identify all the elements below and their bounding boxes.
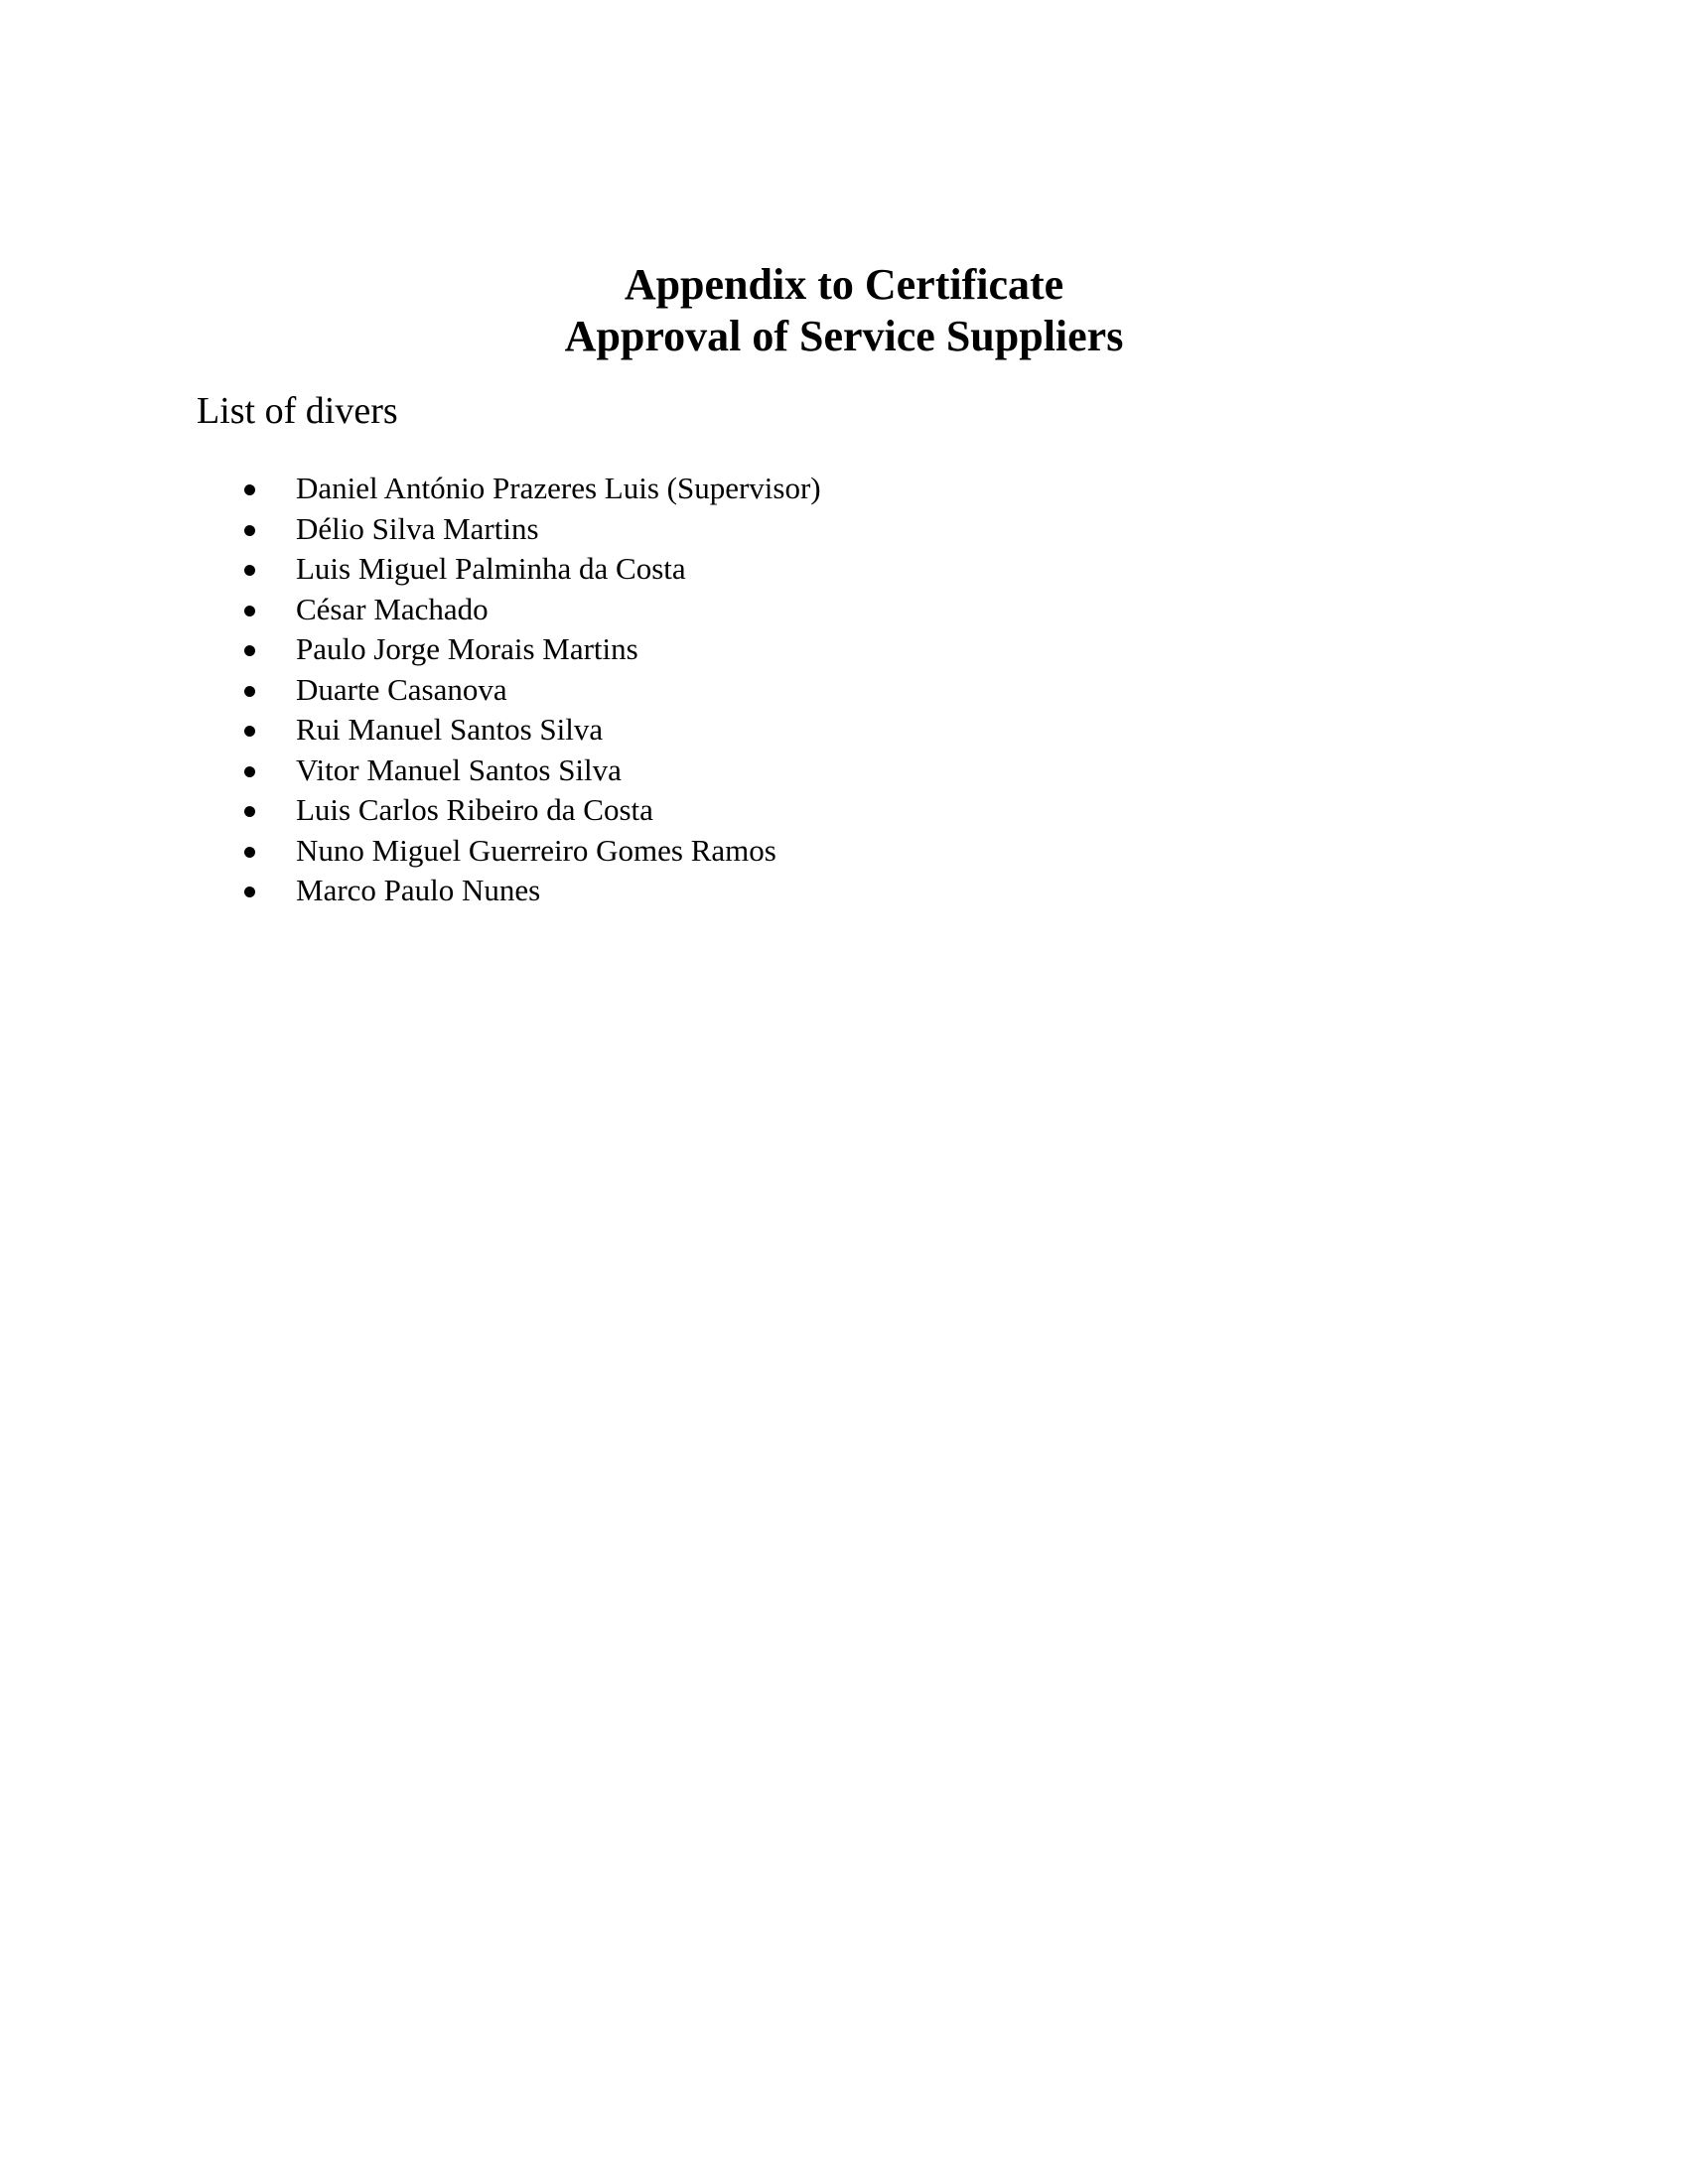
bullet-icon xyxy=(244,484,255,495)
bullet-icon xyxy=(244,686,255,697)
diver-name: Marco Paulo Nunes xyxy=(296,873,541,907)
diver-name: Luis Carlos Ribeiro da Costa xyxy=(296,792,653,827)
bullet-icon xyxy=(244,847,255,858)
heading-line-2: Approval of Service Suppliers xyxy=(564,312,1124,361)
diver-name: Daniel António Prazeres Luis (Supervisor) xyxy=(296,471,821,505)
diver-name: Rui Manuel Santos Silva xyxy=(296,712,604,747)
bullet-icon xyxy=(244,887,255,897)
diver-name: Duarte Casanova xyxy=(296,671,507,707)
bullet-icon xyxy=(244,645,255,656)
diver-name: Paulo Jorge Morais Martins xyxy=(296,631,638,666)
bullet-icon xyxy=(244,726,255,737)
diver-name: Luis Miguel Palminha da Costa xyxy=(296,551,686,586)
diver-name: Délio Silva Martins xyxy=(296,510,539,546)
diver-name: Vitor Manuel Santos Silva xyxy=(296,751,622,787)
heading-line-1: Appendix to Certificate xyxy=(624,260,1064,310)
bullet-icon xyxy=(244,525,255,536)
bullet-icon xyxy=(244,565,255,576)
diver-name: César Machado xyxy=(296,591,489,626)
bullet-icon xyxy=(244,766,255,777)
bullet-icon xyxy=(244,606,255,616)
document-heading xyxy=(0,259,1688,362)
divers-section-title: List of divers xyxy=(197,390,398,432)
diver-name: Nuno Miguel Guerreiro Gomes Ramos xyxy=(296,832,776,868)
bullet-icon xyxy=(244,806,255,817)
